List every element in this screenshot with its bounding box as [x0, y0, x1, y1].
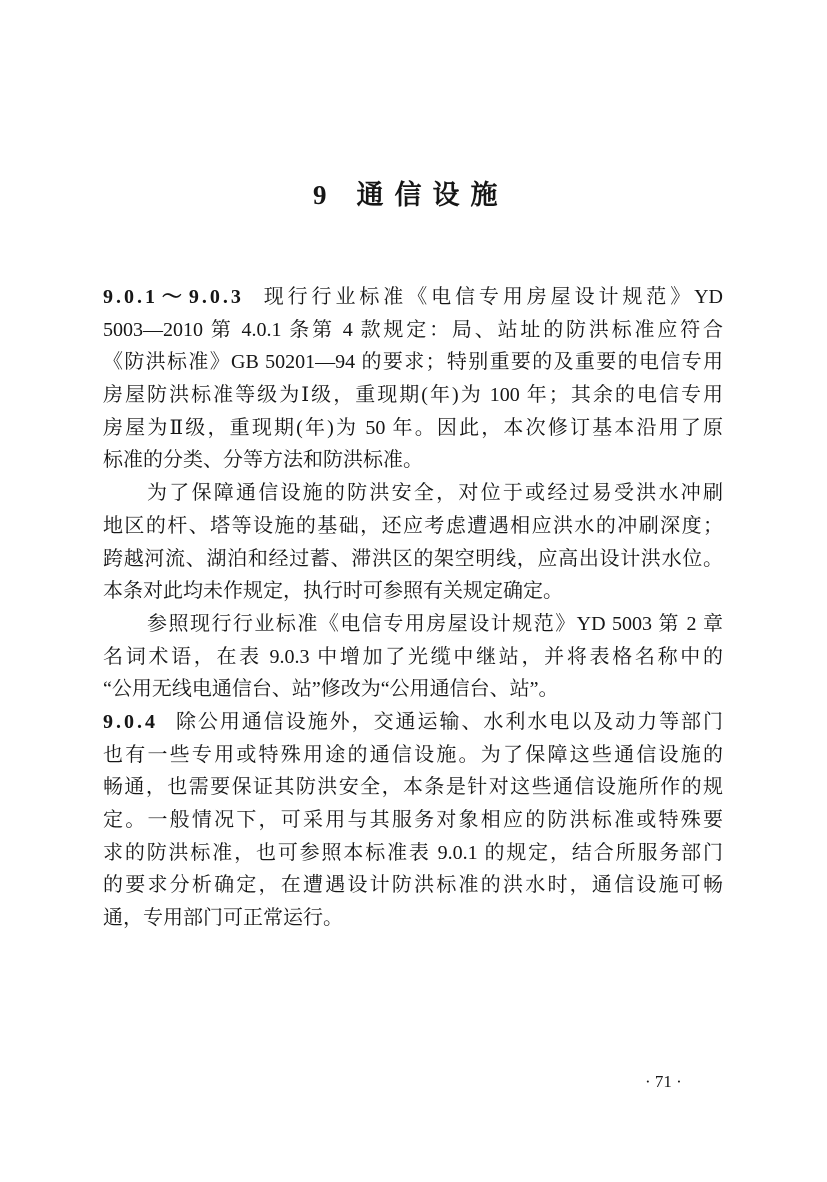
text-line: 地区的杆、塔等设施的基础，还应考虑遭遇相应洪水的冲刷深度； [103, 514, 723, 537]
text-line [103, 706, 723, 739]
chapter-number: 9 [313, 180, 327, 210]
text-line: 名词术语，在表 9.0.3 中增加了光缆中继站，并将表格名称中的 [103, 645, 723, 668]
text-line: 也有一些专用或特殊用途的通信设施。为了保障这些通信设施的 [103, 743, 723, 766]
text-line: 标准的分类、分等方法和防洪标准。 [103, 449, 423, 472]
text-line: 跨越河流、湖泊和经过蓄、滞洪区的架空明线，应高出设计洪水位。 [103, 547, 723, 570]
text-line: 本条对此均未作规定，执行时可参照有关规定确定。 [103, 580, 563, 603]
paragraph-clause-9-0-1-to-9-0-3 [103, 281, 723, 477]
page-number: · 71 · [645, 1072, 682, 1091]
text-line: 为了保障通信设施的防洪安全，对位于或经过易受洪水冲刷 [147, 482, 723, 505]
text-line [103, 281, 723, 314]
text-line: 房屋为Ⅱ级，重现期(年)为 50 年。因此，本次修订基本沿用了原 [103, 416, 723, 439]
chapter-heading [313, 178, 509, 212]
text-line: 《防洪标准》GB 50201—94 的要求；特别重要的及重要的电信专用 [103, 351, 723, 374]
paragraph-table-revision [103, 608, 723, 706]
text-line: 求的防洪标准，也可参照本标准表 9.0.1 的规定，结合所服务部门 [103, 841, 723, 864]
text-line: “公用无线电通信台、站”修改为“公用通信台、站”。 [103, 678, 559, 701]
text-line: 房屋防洪标准等级为Ⅰ级，重现期(年)为 100 年；其余的电信专用 [103, 384, 723, 407]
line-text: 除公用通信设施外，交通运输、水利水电以及动力等部门 [174, 710, 723, 733]
chapter-title: 通信设施 [356, 180, 509, 210]
clause-number: 9.0.4 [103, 710, 158, 733]
body-text [103, 281, 723, 935]
text-line: 通，专用部门可正常运行。 [103, 907, 343, 930]
line-text: 现行行业标准《电信专用房屋设计规范》YD [259, 286, 723, 308]
text-line: 5003—2010 第 4.0.1 条第 4 款规定：局、站址的防洪标准应符合 [103, 318, 723, 341]
paragraph-flood-safety [103, 477, 723, 608]
text-line: 参照现行行业标准《电信专用房屋设计规范》YD 5003 第 2 章 [147, 612, 723, 635]
text-line: 的要求分析确定，在遭遇设计防洪标准的洪水时，通信设施可畅 [103, 874, 723, 897]
text-line: 畅通，也需要保证其防洪安全，本条是针对这些通信设施所作的规 [103, 776, 723, 799]
clause-number: 9.0.1～9.0.3 [103, 286, 244, 308]
paragraph-clause-9-0-4 [103, 706, 723, 935]
text-line: 定。一般情况下，可采用与其服务对象相应的防洪标准或特殊要 [103, 809, 723, 831]
